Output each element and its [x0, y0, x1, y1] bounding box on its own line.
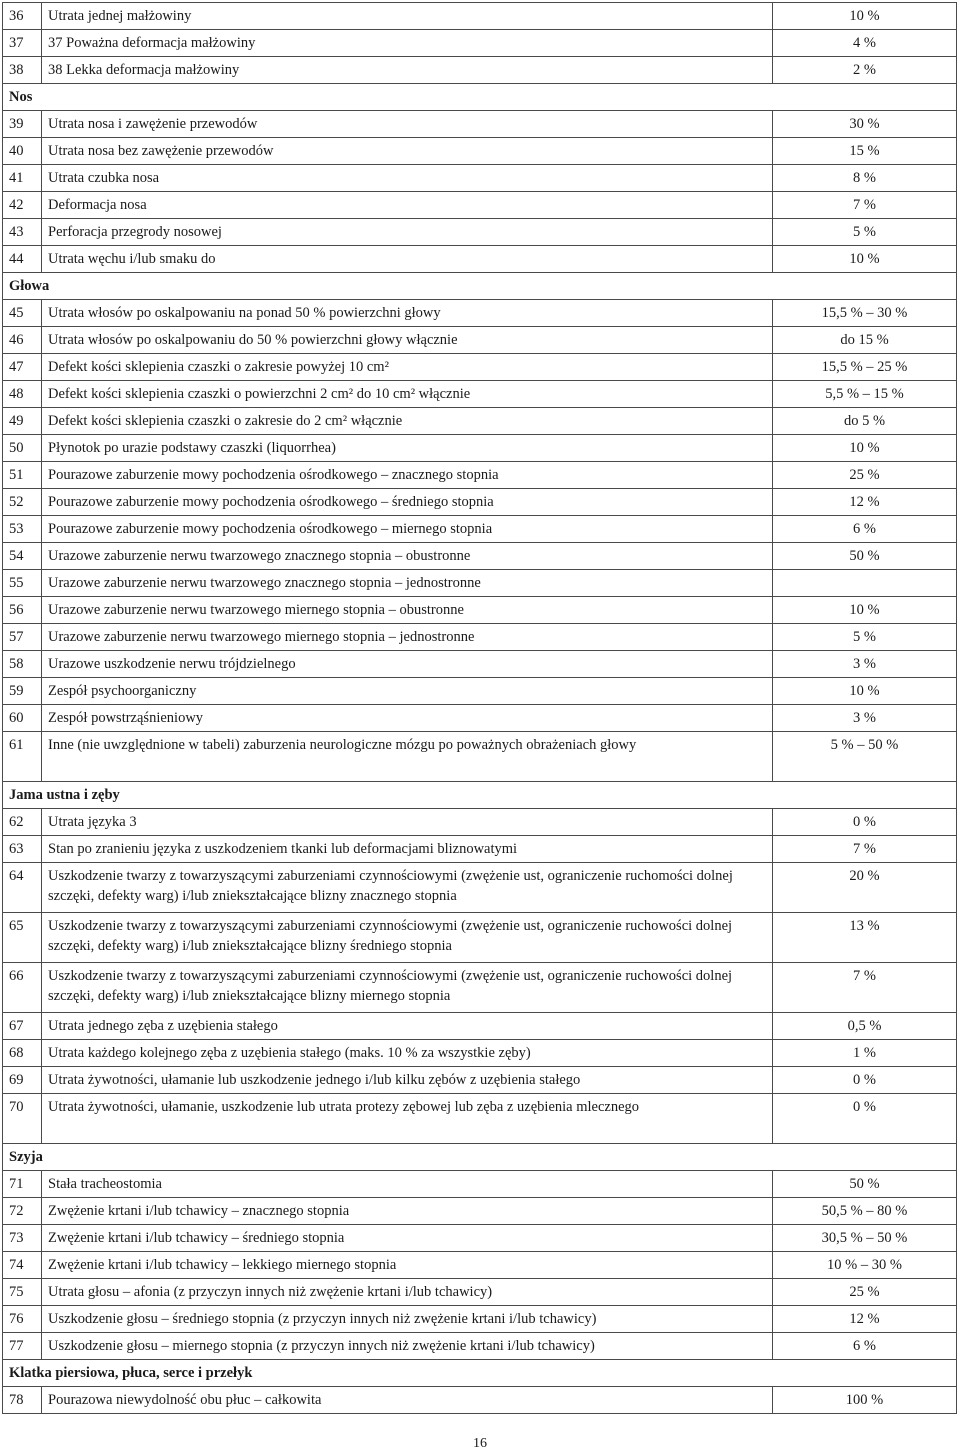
row-number: 76: [3, 1306, 42, 1333]
table-row: [3, 863, 957, 913]
row-number: 48: [3, 381, 42, 408]
row-percentage: 6 %: [773, 516, 957, 543]
row-number: 60: [3, 705, 42, 732]
table-row: [3, 1225, 957, 1252]
table-row: [3, 1094, 957, 1144]
table-row: [3, 1040, 957, 1067]
row-percentage: do 15 %: [773, 327, 957, 354]
row-percentage: 12 %: [773, 1306, 957, 1333]
table-row: [3, 543, 957, 570]
table-row: [3, 111, 957, 138]
table-row: [3, 651, 957, 678]
row-description: Pourazowe zaburzenie mowy pochodzenia ośrodkowego – miernego stopnia: [42, 516, 773, 543]
row-percentage: [773, 570, 957, 597]
row-percentage: 10 %: [773, 678, 957, 705]
row-number: 65: [3, 913, 42, 963]
row-description: Zespół powstrząśnieniowy: [42, 705, 773, 732]
section-title: Szyja: [3, 1144, 957, 1171]
row-number: 50: [3, 435, 42, 462]
row-description: Pourazowe zaburzenie mowy pochodzenia ośrodkowego – średniego stopnia: [42, 489, 773, 516]
row-percentage: 25 %: [773, 462, 957, 489]
row-number: 44: [3, 246, 42, 273]
row-description: Uszkodzenie twarzy z towarzyszącymi zaburzeniami czynnościowymi (zwężenie ust, ograniczenie ruchowości dolnej szczęki, defekty warg) i/lub zniekształcające blizny miernego stopnia: [42, 963, 773, 1013]
section-row: [3, 1144, 957, 1171]
row-number: 38: [3, 57, 42, 84]
section-title: Klatka piersiowa, płuca, serce i przełyk: [3, 1360, 957, 1387]
row-percentage: 13 %: [773, 913, 957, 963]
row-number: 46: [3, 327, 42, 354]
table-row: [3, 381, 957, 408]
row-percentage: 10 %: [773, 3, 957, 30]
row-percentage: 12 %: [773, 489, 957, 516]
row-number: 51: [3, 462, 42, 489]
row-number: 70: [3, 1094, 42, 1144]
row-number: 54: [3, 543, 42, 570]
row-number: 77: [3, 1333, 42, 1360]
row-number: 75: [3, 1279, 42, 1306]
row-percentage: 5 % – 50 %: [773, 732, 957, 782]
section-title: Nos: [3, 84, 957, 111]
row-description: Inne (nie uwzględnione w tabeli) zaburzenia neurologiczne mózgu po poważnych obrażeniach głowy: [42, 732, 773, 782]
row-number: 41: [3, 165, 42, 192]
row-description: Deformacja nosa: [42, 192, 773, 219]
row-percentage: 15,5 % – 30 %: [773, 300, 957, 327]
table-row: [3, 913, 957, 963]
row-description: Zwężenie krtani i/lub tchawicy – znacznego stopnia: [42, 1198, 773, 1225]
row-number: 47: [3, 354, 42, 381]
row-number: 43: [3, 219, 42, 246]
row-number: 67: [3, 1013, 42, 1040]
row-number: 73: [3, 1225, 42, 1252]
section-title: Jama ustna i zęby: [3, 782, 957, 809]
row-number: 39: [3, 111, 42, 138]
row-description: Urazowe uszkodzenie nerwu trójdzielnego: [42, 651, 773, 678]
table-row: [3, 963, 957, 1013]
row-percentage: 8 %: [773, 165, 957, 192]
row-description: Uszkodzenie twarzy z towarzyszącymi zaburzeniami czynnościowymi (zwężenie ust, ograniczenie ruchowości dolnej szczęki, defekty warg) i/lub zniekształcające blizny średniego stopnia: [42, 913, 773, 963]
row-percentage: 5,5 % – 15 %: [773, 381, 957, 408]
row-percentage: 10 %: [773, 246, 957, 273]
page-number: 16: [473, 1436, 487, 1451]
row-percentage: 50 %: [773, 1171, 957, 1198]
row-percentage: 3 %: [773, 651, 957, 678]
table-row: [3, 489, 957, 516]
section-row: [3, 782, 957, 809]
row-percentage: 50 %: [773, 543, 957, 570]
row-description: Uszkodzenie twarzy z towarzyszącymi zaburzeniami czynnościowymi (zwężenie ust, ograniczenie ruchomości dolnej szczęki, defekty warg) i/lub zniekształcające blizny znacznego stopnia: [42, 863, 773, 913]
row-number: 52: [3, 489, 42, 516]
table-row: [3, 516, 957, 543]
row-percentage: 6 %: [773, 1333, 957, 1360]
table-row: [3, 300, 957, 327]
row-description: Utrata włosów po oskalpowaniu do 50 % powierzchni głowy włącznie: [42, 327, 773, 354]
row-description: 38 Lekka deformacja małżowiny: [42, 57, 773, 84]
row-description: Urazowe zaburzenie nerwu twarzowego miernego stopnia – obustronne: [42, 597, 773, 624]
row-number: 69: [3, 1067, 42, 1094]
row-percentage: 2 %: [773, 57, 957, 84]
row-description: Stała tracheostomia: [42, 1171, 773, 1198]
row-number: 56: [3, 597, 42, 624]
row-percentage: 30,5 % – 50 %: [773, 1225, 957, 1252]
row-description: Utrata żywotności, ułamanie lub uszkodzenie jednego i/lub kilku zębów z uzębienia stałego: [42, 1067, 773, 1094]
row-description: Urazowe zaburzenie nerwu twarzowego znacznego stopnia – jednostronne: [42, 570, 773, 597]
row-number: 55: [3, 570, 42, 597]
row-description: Utrata każdego kolejnego zęba z uzębienia stałego (maks. 10 % za wszystkie zęby): [42, 1040, 773, 1067]
table-row: [3, 354, 957, 381]
row-description: Utrata żywotności, ułamanie, uszkodzenie lub utrata protezy zębowej lub zęba z uzębienia mlecznego: [42, 1094, 773, 1144]
row-percentage: 15 %: [773, 138, 957, 165]
row-description: Defekt kości sklepienia czaszki o powierzchni 2 cm² do 10 cm² włącznie: [42, 381, 773, 408]
table-row: [3, 57, 957, 84]
row-percentage: do 5 %: [773, 408, 957, 435]
row-percentage: 0 %: [773, 1067, 957, 1094]
row-percentage: 0 %: [773, 1094, 957, 1144]
row-number: 63: [3, 836, 42, 863]
row-number: 45: [3, 300, 42, 327]
row-number: 59: [3, 678, 42, 705]
row-description: Utrata włosów po oskalpowaniu na ponad 50 % powierzchni głowy: [42, 300, 773, 327]
table-row: [3, 30, 957, 57]
row-description: Utrata czubka nosa: [42, 165, 773, 192]
row-number: 37: [3, 30, 42, 57]
row-number: 61: [3, 732, 42, 782]
table-row: [3, 678, 957, 705]
row-number: 74: [3, 1252, 42, 1279]
row-number: 64: [3, 863, 42, 913]
table-row: [3, 732, 957, 782]
row-description: Utrata jednego zęba z uzębienia stałego: [42, 1013, 773, 1040]
table-row: [3, 327, 957, 354]
row-description: Pourazowe zaburzenie mowy pochodzenia ośrodkowego – znacznego stopnia: [42, 462, 773, 489]
row-number: 78: [3, 1387, 42, 1414]
table-row: [3, 597, 957, 624]
table-body: [3, 3, 957, 1414]
row-percentage: 100 %: [773, 1387, 957, 1414]
row-percentage: 15,5 % – 25 %: [773, 354, 957, 381]
table-row: [3, 1171, 957, 1198]
row-description: Urazowe zaburzenie nerwu twarzowego miernego stopnia – jednostronne: [42, 624, 773, 651]
row-number: 66: [3, 963, 42, 1013]
row-description: Urazowe zaburzenie nerwu twarzowego znacznego stopnia – obustronne: [42, 543, 773, 570]
row-number: 53: [3, 516, 42, 543]
section-row: [3, 84, 957, 111]
row-percentage: 7 %: [773, 836, 957, 863]
table-row: [3, 435, 957, 462]
row-number: 42: [3, 192, 42, 219]
row-number: 72: [3, 1198, 42, 1225]
row-percentage: 5 %: [773, 219, 957, 246]
row-description: Utrata nosa bez zawężenie przewodów: [42, 138, 773, 165]
row-percentage: 10 %: [773, 435, 957, 462]
row-description: Utrata głosu – afonia (z przyczyn innych niż zwężenie krtani i/lub tchawicy): [42, 1279, 773, 1306]
row-number: 57: [3, 624, 42, 651]
table-row: [3, 246, 957, 273]
row-percentage: 3 %: [773, 705, 957, 732]
row-description: Płynotok po urazie podstawy czaszki (liquorrhea): [42, 435, 773, 462]
row-percentage: 10 %: [773, 597, 957, 624]
table-row: [3, 570, 957, 597]
table-row: [3, 165, 957, 192]
table-row: [3, 809, 957, 836]
table-row: [3, 1387, 957, 1414]
row-number: 71: [3, 1171, 42, 1198]
row-description: 37 Poważna deformacja małżowiny: [42, 30, 773, 57]
table-row: [3, 1067, 957, 1094]
row-percentage: 4 %: [773, 30, 957, 57]
table-row: [3, 1279, 957, 1306]
table-row: [3, 1198, 957, 1225]
row-description: Perforacja przegrody nosowej: [42, 219, 773, 246]
table-row: [3, 624, 957, 651]
table-row: [3, 836, 957, 863]
row-description: Defekt kości sklepienia czaszki o zakresie do 2 cm² włącznie: [42, 408, 773, 435]
row-description: Utrata języka 3: [42, 809, 773, 836]
row-description: Uszkodzenie głosu – miernego stopnia (z przyczyn innych niż zwężenie krtani i/lub tchawicy): [42, 1333, 773, 1360]
row-percentage: 10 % – 30 %: [773, 1252, 957, 1279]
row-number: 68: [3, 1040, 42, 1067]
row-description: Stan po zranieniu języka z uszkodzeniem tkanki lub deformacjami bliznowatymi: [42, 836, 773, 863]
row-description: Zwężenie krtani i/lub tchawicy – lekkiego miernego stopnia: [42, 1252, 773, 1279]
row-description: Utrata jednej małżowiny: [42, 3, 773, 30]
row-percentage: 5 %: [773, 624, 957, 651]
table-row: [3, 1306, 957, 1333]
row-percentage: 20 %: [773, 863, 957, 913]
row-percentage: 7 %: [773, 192, 957, 219]
table-row: [3, 705, 957, 732]
row-description: Zwężenie krtani i/lub tchawicy – średniego stopnia: [42, 1225, 773, 1252]
table-row: [3, 3, 957, 30]
row-number: 58: [3, 651, 42, 678]
row-percentage: 1 %: [773, 1040, 957, 1067]
section-title: Głowa: [3, 273, 957, 300]
table-row: [3, 219, 957, 246]
table-row: [3, 1252, 957, 1279]
row-percentage: 0 %: [773, 809, 957, 836]
table-row: [3, 408, 957, 435]
table-row: [3, 138, 957, 165]
row-number: 36: [3, 3, 42, 30]
table-row: [3, 1013, 957, 1040]
row-percentage: 0,5 %: [773, 1013, 957, 1040]
section-row: [3, 1360, 957, 1387]
row-description: Zespół psychoorganiczny: [42, 678, 773, 705]
row-number: 62: [3, 809, 42, 836]
row-percentage: 50,5 % – 80 %: [773, 1198, 957, 1225]
row-number: 49: [3, 408, 42, 435]
row-description: Pourazowa niewydolność obu płuc – całkowita: [42, 1387, 773, 1414]
row-description: Uszkodzenie głosu – średniego stopnia (z przyczyn innych niż zwężenie krtani i/lub tchawicy): [42, 1306, 773, 1333]
injury-percentage-table: [2, 2, 957, 1414]
row-description: Utrata nosa i zawężenie przewodów: [42, 111, 773, 138]
row-description: Utrata węchu i/lub smaku do: [42, 246, 773, 273]
table-row: [3, 192, 957, 219]
row-percentage: 30 %: [773, 111, 957, 138]
row-number: 40: [3, 138, 42, 165]
row-percentage: 7 %: [773, 963, 957, 1013]
row-percentage: 25 %: [773, 1279, 957, 1306]
row-description: Defekt kości sklepienia czaszki o zakresie powyżej 10 cm²: [42, 354, 773, 381]
table-row: [3, 1333, 957, 1360]
section-row: [3, 273, 957, 300]
table-row: [3, 462, 957, 489]
